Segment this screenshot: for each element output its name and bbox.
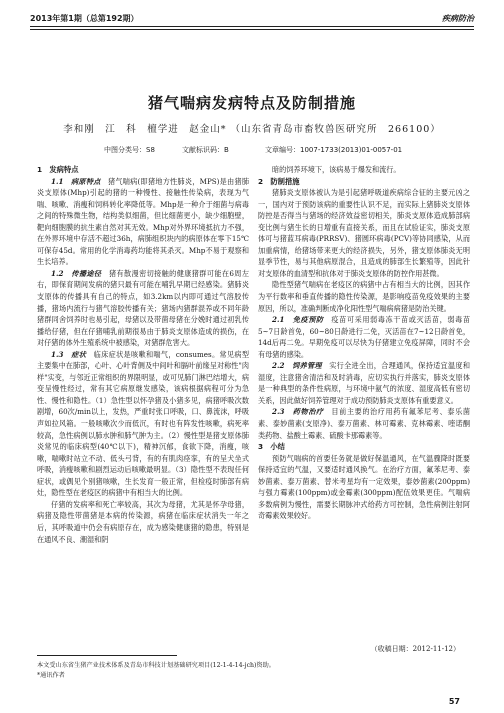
- received-date: （收稿日期：2012-11-12）: [370, 645, 460, 653]
- section-heading: 3 小结: [258, 442, 285, 452]
- body-paragraph: [258, 164, 470, 176]
- right-column: [258, 164, 470, 522]
- body-paragraph: [37, 176, 249, 268]
- corresponding-footnote: *通讯作者: [37, 672, 65, 679]
- body-paragraph: [37, 499, 249, 545]
- affiliation: （山东省青岛市畜牧兽医研究所 266100）: [230, 124, 441, 135]
- paragraph-text: 仔猪的发病率和死亡率较高，其次为母猪，尤其是怀孕母猪，病猪及隐性带菌猪是本病的传染源，病猪在临床症状消失一年之后，其呼吸道中仍会有病原存在，成为感染健康猪的隐患，特别是在通风不良、潮湿和阴: [37, 499, 249, 544]
- paragraph-text: 隐性型猪气喘病在老疫区的病猪中占有相当大的比例，因其作为平行数率和垂直传播的隐性传染源，是影响疫苗免疫效果的主要原因，所以，准确判断成净化阳性型气喘病病猪是防治关键。: [258, 280, 470, 313]
- running-header: [30, 11, 474, 25]
- subsection-heading: 1.3 症状: [51, 349, 87, 359]
- left-column: [37, 164, 249, 545]
- paragraph-text: 猪气喘病(即猪地方性肺炎，MPS)是由猪肺炎支原体(Mhp)引起的猪的一种慢性、接触性传染病，表现为气喘、咳嗽、消瘦和饲料转化率降低等。Mhp是一种介于细菌与病毒之间的特殊微生物，结构类似细菌，但比细菌更小，缺少细胞壁，靶向细胞膜的抗生素自然对其无效。Mhp对外界环境抵抗力不强，在外界环境中存活不超过36h，病肺组织块内的病原体在零下15℃可保存45d。常用的化学消毒药均能将其杀灭。Mhp不易于观察和生长培养。: [37, 176, 249, 267]
- paragraph-text: 猪有散漫密切接触的健康猪群可能在6周左右，即保育期间发病的猪只最有可能在哺乳早期已经感染。猪肺炎支原体的传播具有自己的特点，如3.2km以内即可通过气溶胶传播，猪场内流行与猪气溶胶传播有关；猪场内猪群混养或不同年龄猪群同舍饲养时也易引起，母猪以及带菌母猪在分娩时通过初乳传播给仔猪，但在仔猪哺乳前期很易由于肺炎支原体造成的损伤，在对仔猪的体外生殖系统中被感染，对猪群危害大。: [37, 268, 249, 348]
- body-paragraph: [258, 187, 470, 279]
- body-paragraph: [258, 453, 470, 522]
- paragraph-text: 目前主要的治疗用药有氟苯尼考、泰乐菌素、泰妙菌素(支原净)、泰万菌素、林可霉素、克林霉素、喹诺酮类药物、盐酸土霉素、硫酸卡那霉素等。: [258, 407, 470, 440]
- body-paragraph: [37, 349, 249, 499]
- subsection-heading: 2.1 免疫预防: [272, 315, 324, 325]
- section-heading: 1 发病特点: [37, 165, 79, 174]
- paragraph-text: 猪肺炎支原体被认为是引起猪呼吸道疾病综合征的主要元凶之一，国内对于预防该病的重要性认识不足，而实际上猪肺炎支原体防控是否得当与猪场的经济效益密切相关，肺炎支原体造成肺部病变比例与猪生长的日增重有直接关系，而且在试验证实，肺炎支原体可与猪蓝耳病毒(PRRSV)、猪圆环病毒(PCV)等协同感染，从而加重病情，给猪场带来更大的经济损失，另外，猪支原体肺炎无明显季节性，易与其他病原混合，且造成的肺部生长繁殖等，因此针对支原体的血清型和抗体对于肺炎支原体的防控作用甚微。: [258, 188, 470, 278]
- authors: 李和刚 江 科 檀学进 赵金山*: [63, 124, 227, 135]
- subsection-heading: 1.1 病原特点: [51, 176, 101, 186]
- author-line: [0, 121, 504, 135]
- body-paragraph: [258, 314, 470, 360]
- paragraph-text: 预防气喘病的首要任务就是做好保温通风，在气温骤降时既要保持适宜的气温，又要适时通风换气。在治疗方面，氟苯尼考、泰妙菌素、泰万菌素、替米考星均有一定效果，泰妙菌素(200ppm)与强力霉素(100ppm)或金霉素(300ppm)配伍效果更佳。气喘病多数病例为慢性，需要长期脉冲式给药方可控制，急性病例注射阿奇霉素效果较好。: [258, 453, 470, 521]
- section-heading: 2 防制措施: [258, 176, 300, 186]
- body-paragraph: [258, 406, 470, 441]
- document-code: 文献标识码：B: [182, 146, 229, 154]
- paragraph-text: 实行全进全出，合理通风，保持适宜温度和湿度，注意猪舍清洁和及时消毒，应切实执行并落实，肺炎支原体是一种典型的条件性病原，与环境中氨气的浓度、湿度高低有密切关系，因此做好饲养管理对于成功预防肺炎支原体有重要意义。: [258, 361, 470, 405]
- section-name: 疾病防治: [442, 14, 474, 23]
- body-paragraph: [258, 279, 470, 314]
- footnote-rule: [37, 655, 177, 656]
- clc-number: 中图分类号：S8: [104, 146, 155, 154]
- header-rule-thin: [30, 29, 474, 30]
- article-number: 文章编号：1007-1733(2013)01-0057-01: [265, 146, 403, 154]
- body-paragraph: [37, 268, 249, 349]
- paragraph-text: 暗的饲养环境下，该病易于爆发和流行。: [272, 165, 401, 174]
- subsection-heading: 2.3 药物治疗: [272, 407, 324, 417]
- paragraph-text: 临床症状是咳嗽和喘气，consumes。常见病型主要集中在肺部，心叶、心叶背侧及中间叶和膈叶前缘呈对称性"肉样"实变，与邻近正常组织的界限明显，或可见肺门淋巴结增大，病变呈慢性经过，常有其它病原继发感染，该病根据病程可分为急性、慢性和隐性。（1）急性型以怀孕猪及小猪多见，病猪呼吸次数剧增，60次/min以上，发热，严重时张口呼吸，口、鼻流沫，呼吸声如拉风箱。一般咳嗽次少而低沉，有时也有阵发性咳嗽，病死率较高，急性病例以肺水肿和肺气肿为主。（2）慢性型是猪支原体肺炎常见的临床病型(40℃以下)，精神沉郁，食欲下降，消瘦，咳嗽，喘嗽时站立不动、低头弓背，有的有肌肉痉挛，有的呈犬坐式呼吸，消瘦咳嗽和剧烈运动后咳嗽最明显。（3）隐性型不表现任何症状，或偶见个别猪咳嗽，生长发育一般正常，但检疫时肺部有病灶，隐性型在老疫区的病猪中有相当大的比例。: [37, 349, 249, 498]
- subsection-heading: 2.2 饲养管理: [272, 361, 322, 371]
- subsection-heading: 1.2 传播途径: [51, 268, 102, 278]
- body-paragraph: [258, 360, 470, 406]
- funding-footnote: 本文受山东省生猪产业技术体系及青岛市科技计划基础研究项目(12-1-4-14-jch)资助。: [37, 662, 275, 669]
- article-title: 猪气喘病发病特点及防制措施: [147, 94, 356, 112]
- header-rule: [30, 26, 474, 27]
- page-number: 57: [448, 697, 460, 706]
- paragraph-text: 疫苗可采用弱毒冻干苗或灭活苗，弱毒苗5~7日龄首免，60~80日龄进行二免，灭活苗在7~12日龄首免，14d后再二免。早期免疫可以尽快为仔猪建立免疫屏障，同时不会有母猪的感染。: [258, 315, 470, 359]
- journal-issue: 2013年第1期（总第192期）: [30, 14, 139, 23]
